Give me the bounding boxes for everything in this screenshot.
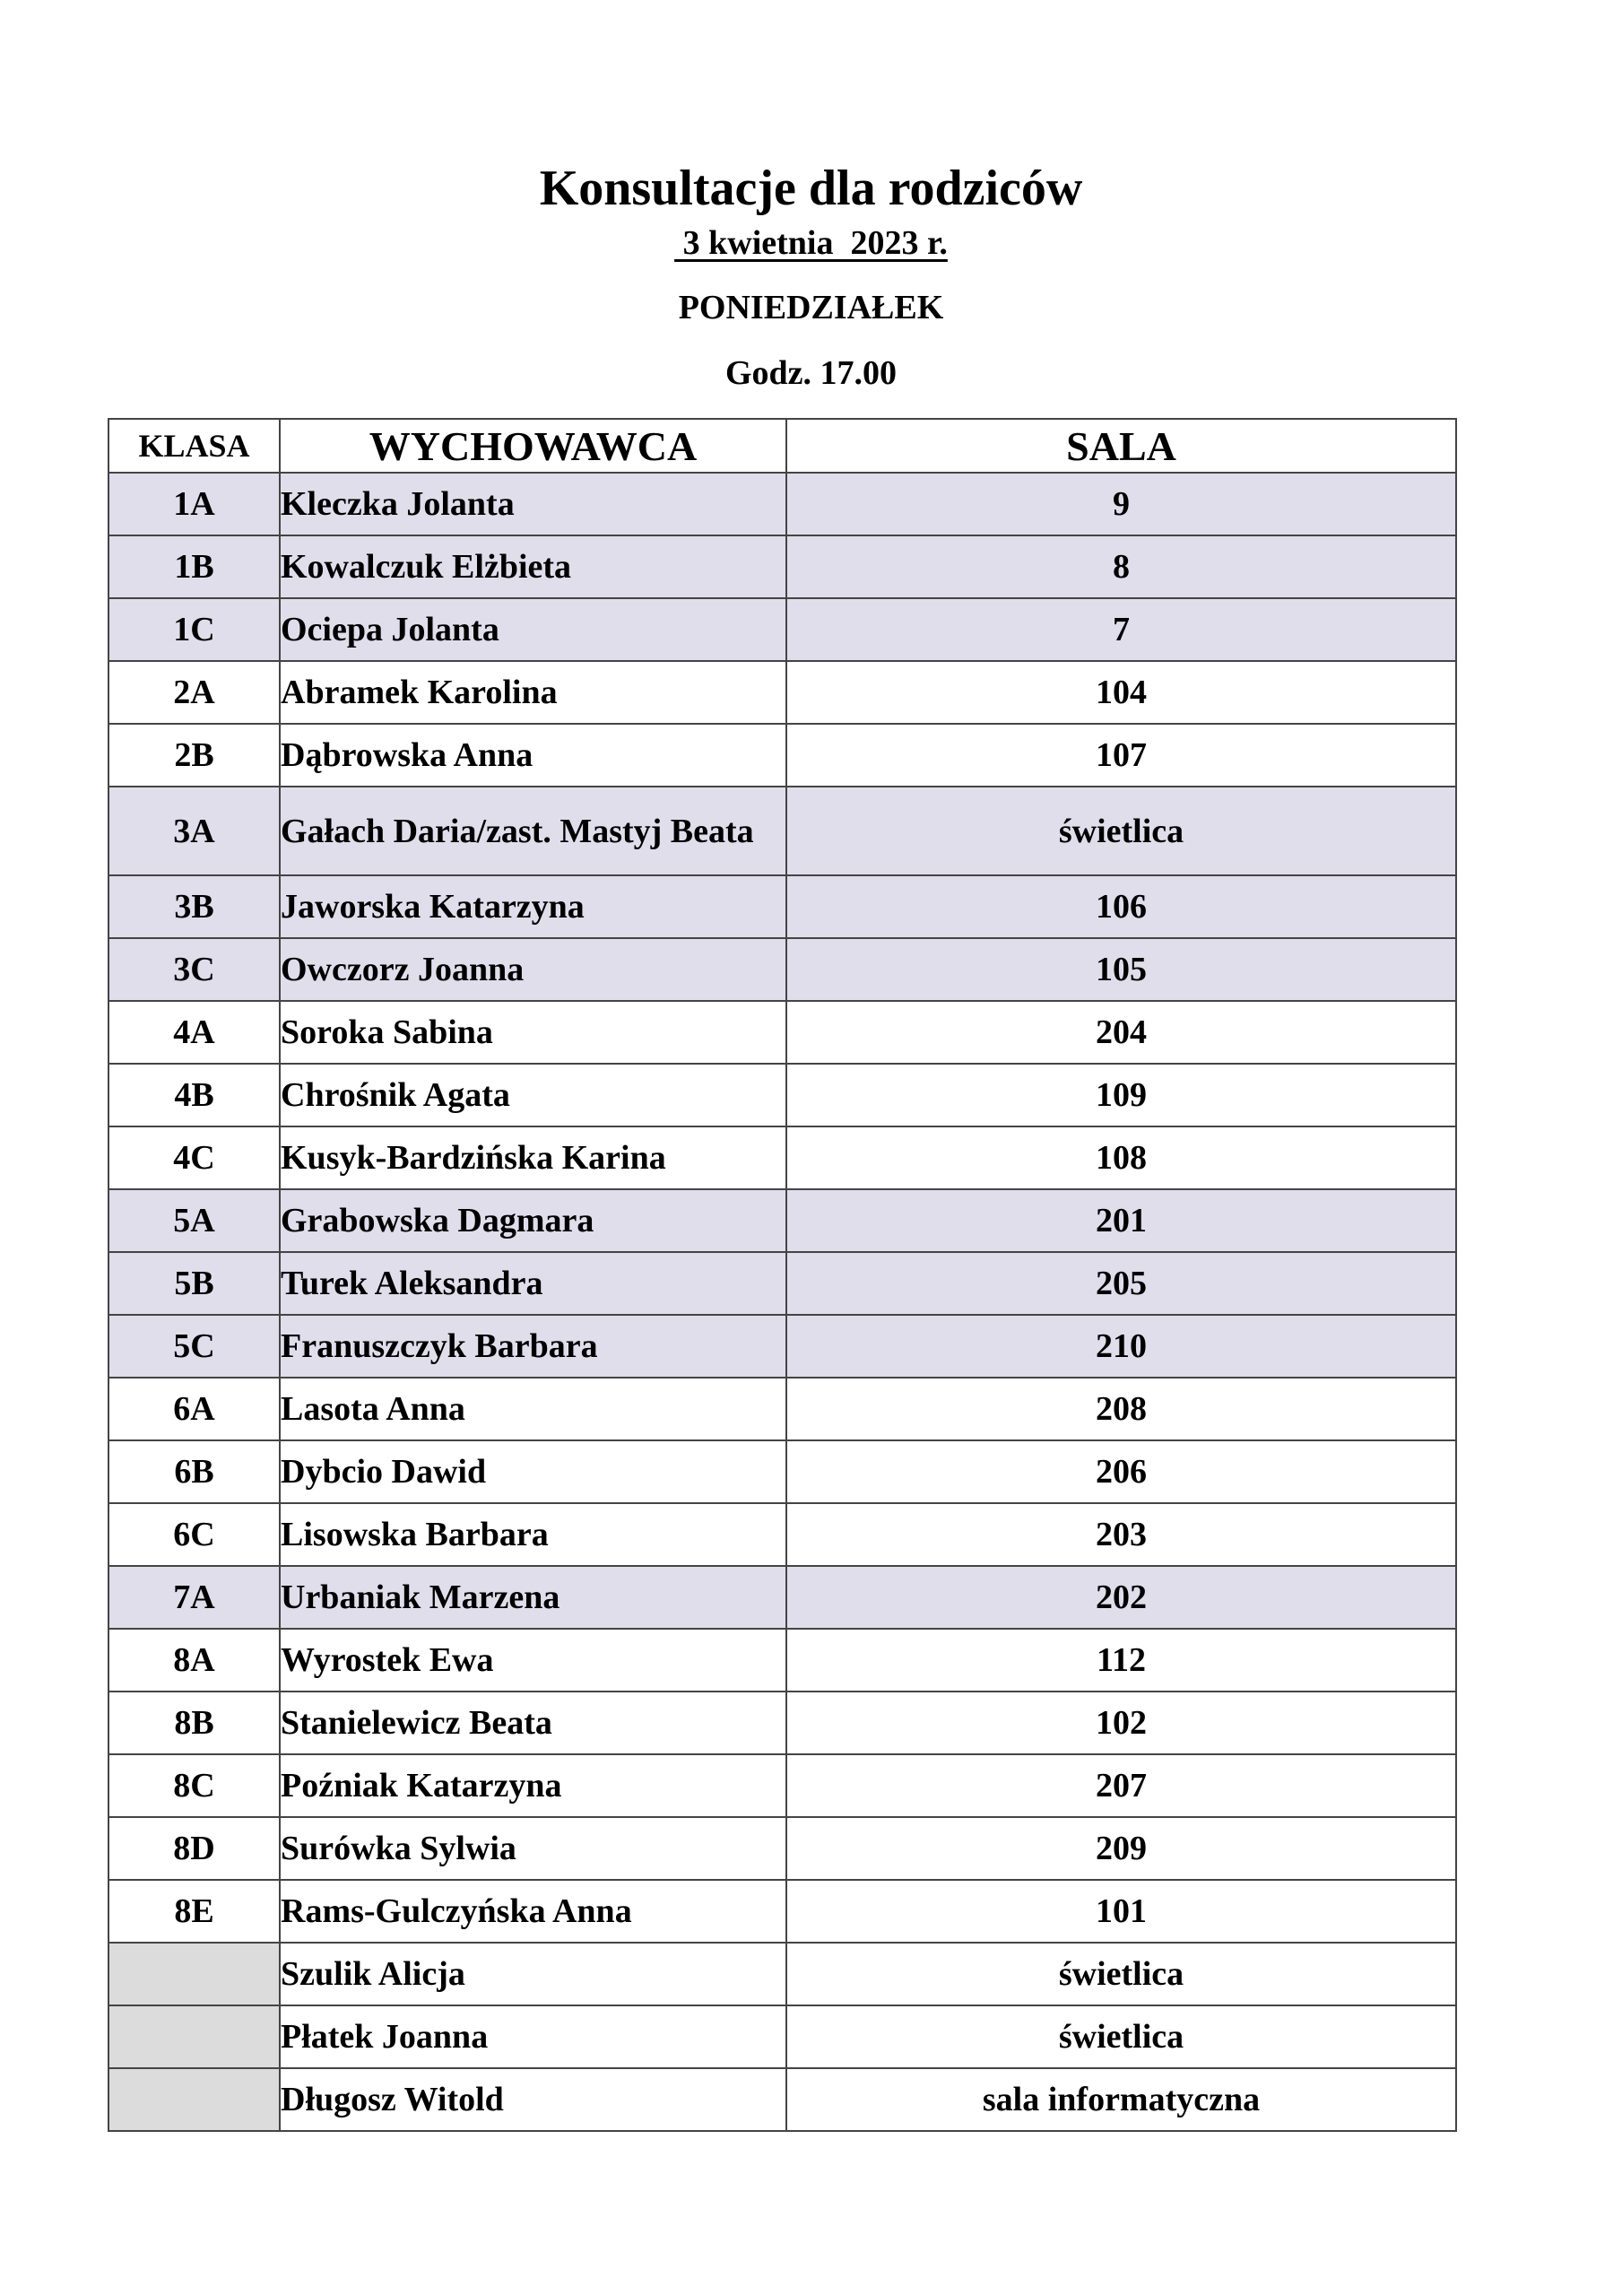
cell-wychowawca: Wyrostek Ewa — [280, 1629, 786, 1692]
cell-klasa: 5B — [108, 1252, 280, 1315]
cell-wychowawca: Lasota Anna — [280, 1378, 786, 1440]
cell-sala: 102 — [786, 1692, 1456, 1754]
table-row — [108, 1126, 1456, 1189]
cell-sala: 201 — [786, 1189, 1456, 1252]
cell-klasa-empty — [108, 2005, 280, 2068]
column-header-sala: SALA — [786, 419, 1456, 473]
cell-klasa: 6A — [108, 1378, 280, 1440]
cell-wychowawca: Ociepa Jolanta — [280, 598, 786, 661]
cell-klasa: 7A — [108, 1566, 280, 1629]
cell-wychowawca: Kleczka Jolanta — [280, 473, 786, 535]
page-title: Konsultacje dla rodziców — [539, 161, 1083, 216]
cell-klasa: 8D — [108, 1817, 280, 1880]
cell-sala: 205 — [786, 1252, 1456, 1315]
table-row — [108, 1440, 1456, 1503]
cell-klasa: 1A — [108, 473, 280, 535]
cell-sala: świetlica — [786, 787, 1456, 875]
table-row — [108, 473, 1456, 535]
cell-klasa-empty — [108, 2068, 280, 2131]
table-row — [108, 875, 1456, 938]
table-row — [108, 1943, 1456, 2005]
cell-sala: 109 — [786, 1064, 1456, 1126]
cell-wychowawca: Franuszczyk Barbara — [280, 1315, 786, 1378]
cell-wychowawca: Stanielewicz Beata — [280, 1692, 786, 1754]
cell-sala: 206 — [786, 1440, 1456, 1503]
cell-klasa: 4B — [108, 1064, 280, 1126]
cell-sala: 203 — [786, 1503, 1456, 1566]
cell-wychowawca: Gałach Daria/zast. Mastyj Beata — [280, 787, 786, 875]
cell-wychowawca: Dybcio Dawid — [280, 1440, 786, 1503]
table-row — [108, 1692, 1456, 1754]
table-row — [108, 1315, 1456, 1378]
table-row — [108, 2005, 1456, 2068]
cell-klasa: 8A — [108, 1629, 280, 1692]
cell-klasa: 8C — [108, 1754, 280, 1817]
cell-sala: 107 — [786, 724, 1456, 787]
cell-sala: 9 — [786, 473, 1456, 535]
cell-klasa: 1C — [108, 598, 280, 661]
cell-klasa: 4A — [108, 1001, 280, 1064]
weekday-label: PONIEDZIAŁEK — [678, 289, 944, 326]
cell-sala: 202 — [786, 1566, 1456, 1629]
cell-wychowawca: Jaworska Katarzyna — [280, 875, 786, 938]
table-row — [108, 535, 1456, 598]
cell-klasa: 1B — [108, 535, 280, 598]
cell-wychowawca: Długosz Witold — [280, 2068, 786, 2131]
cell-wychowawca: Płatek Joanna — [280, 2005, 786, 2068]
table-row — [108, 2068, 1456, 2131]
table-row — [108, 661, 1456, 724]
cell-wychowawca: Chrośnik Agata — [280, 1064, 786, 1126]
hour-label: Godz. 17.00 — [724, 354, 898, 392]
table-row — [108, 724, 1456, 787]
cell-klasa: 6B — [108, 1440, 280, 1503]
cell-sala: 209 — [786, 1817, 1456, 1880]
cell-wychowawca: Urbaniak Marzena — [280, 1566, 786, 1629]
cell-wychowawca: Grabowska Dagmara — [280, 1189, 786, 1252]
cell-klasa: 8E — [108, 1880, 280, 1943]
column-header-klasa: KLASA — [108, 419, 280, 473]
cell-sala: 106 — [786, 875, 1456, 938]
table-row — [108, 1189, 1456, 1252]
cell-klasa: 3B — [108, 875, 280, 938]
cell-wychowawca: Rams-Gulczyńska Anna — [280, 1880, 786, 1943]
cell-wychowawca: Owczorz Joanna — [280, 938, 786, 1001]
table-row — [108, 1503, 1456, 1566]
table-row — [108, 1001, 1456, 1064]
cell-klasa: 5C — [108, 1315, 280, 1378]
cell-sala: 8 — [786, 535, 1456, 598]
table-row — [108, 1629, 1456, 1692]
cell-klasa: 8B — [108, 1692, 280, 1754]
consultation-table — [108, 418, 1457, 2132]
table-row — [108, 1880, 1456, 1943]
cell-wychowawca: Poźniak Katarzyna — [280, 1754, 786, 1817]
cell-sala: świetlica — [786, 2005, 1456, 2068]
cell-klasa: 3C — [108, 938, 280, 1001]
cell-sala: 204 — [786, 1001, 1456, 1064]
table-row — [108, 938, 1456, 1001]
column-header-wychowawca: WYCHOWAWCA — [280, 419, 786, 473]
table-row — [108, 787, 1456, 875]
cell-sala: 7 — [786, 598, 1456, 661]
cell-sala: 104 — [786, 661, 1456, 724]
table-row — [108, 598, 1456, 661]
cell-wychowawca: Lisowska Barbara — [280, 1503, 786, 1566]
cell-klasa: 2A — [108, 661, 280, 724]
cell-klasa: 4C — [108, 1126, 280, 1189]
cell-sala: 108 — [786, 1126, 1456, 1189]
cell-sala: 112 — [786, 1629, 1456, 1692]
table-row — [108, 1064, 1456, 1126]
cell-wychowawca: Abramek Karolina — [280, 661, 786, 724]
cell-klasa-empty — [108, 1943, 280, 2005]
table-row — [108, 1566, 1456, 1629]
cell-wychowawca: Kowalczuk Elżbieta — [280, 535, 786, 598]
table-header-row — [108, 419, 1456, 473]
cell-sala: sala informatyczna — [786, 2068, 1456, 2131]
cell-klasa: 3A — [108, 787, 280, 875]
consultation-date — [0, 219, 1622, 267]
cell-klasa: 2B — [108, 724, 280, 787]
cell-wychowawca: Szulik Alicja — [280, 1943, 786, 2005]
cell-klasa: 6C — [108, 1503, 280, 1566]
cell-wychowawca: Soroka Sabina — [280, 1001, 786, 1064]
cell-wychowawca: Turek Aleksandra — [280, 1252, 786, 1315]
table-row — [108, 1817, 1456, 1880]
cell-wychowawca: Surówka Sylwia — [280, 1817, 786, 1880]
cell-sala: 207 — [786, 1754, 1456, 1817]
cell-sala: 105 — [786, 938, 1456, 1001]
cell-wychowawca: Dąbrowska Anna — [280, 724, 786, 787]
table-row — [108, 1252, 1456, 1315]
cell-sala: 101 — [786, 1880, 1456, 1943]
cell-sala: 210 — [786, 1315, 1456, 1378]
cell-sala: 208 — [786, 1378, 1456, 1440]
cell-wychowawca: Kusyk-Bardzińska Karina — [280, 1126, 786, 1189]
cell-klasa: 5A — [108, 1189, 280, 1252]
consultation-date-text: 3 kwietnia 2023 r. — [674, 224, 948, 262]
cell-sala: świetlica — [786, 1943, 1456, 2005]
table-row — [108, 1378, 1456, 1440]
table-row — [108, 1754, 1456, 1817]
